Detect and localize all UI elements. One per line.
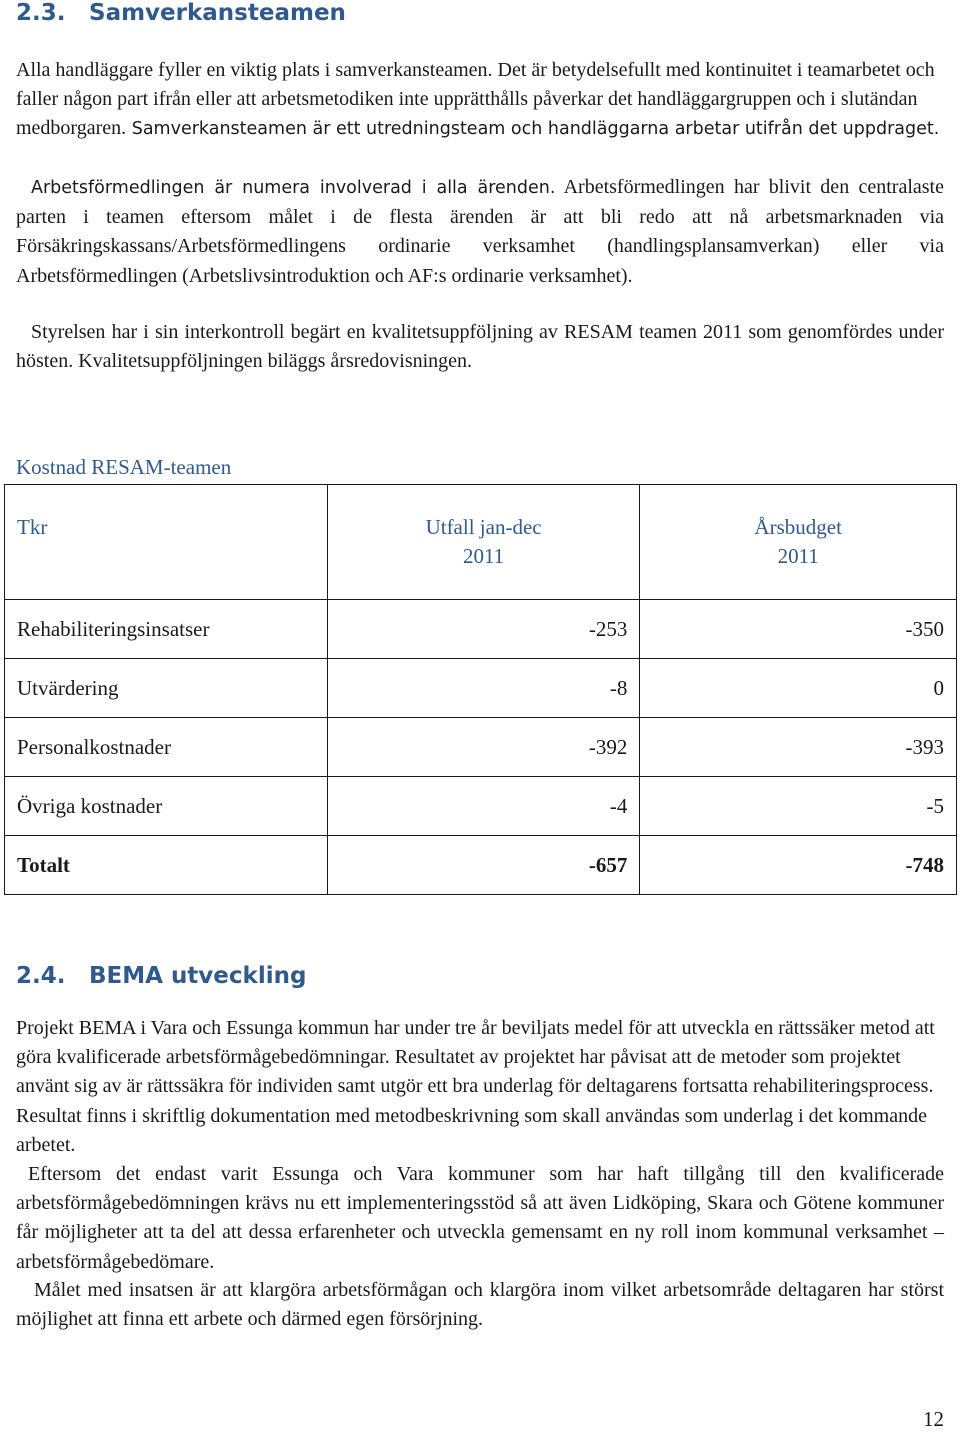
table-total-row xyxy=(5,836,957,895)
row-label: Personalkostnader xyxy=(5,718,328,777)
paragraph-text-serif: Arbetsförmedlingen har blivit den centralaste parten i teamen eftersom målet i de flesta ärenden är att bli redo att nå arbetsmarknaden via Försäkringskassans/Arbetsförmedlingens ordinarie verksamhet (handlingsplansamverkan) eller via Arbetsförmedlingen (Arbetslivsintroduktion och AF:s ordinarie verksamhet). xyxy=(16,176,944,287)
paragraph-samverkansteamen-1 xyxy=(16,56,944,145)
row-utfall: -4 xyxy=(327,777,640,836)
section-number: 2.3. xyxy=(16,0,66,26)
row-budget: 0 xyxy=(640,659,957,718)
header-budget xyxy=(640,485,957,600)
section-number: 2.4. xyxy=(16,963,66,989)
header-budget-line1: Årsbudget xyxy=(754,515,842,539)
row-utfall: -8 xyxy=(327,659,640,718)
paragraph-text-sans: Samverkansteamen är ett utredningsteam och handläggarna arbetar utifrån det uppdraget. xyxy=(126,119,940,140)
cost-table xyxy=(4,484,957,895)
header-budget-line2: 2011 xyxy=(777,544,819,568)
paragraph-bema-2: Eftersom det endast varit Essunga och Vara kommuner som har haft tillgång till den kvalificerade arbetsförmågebedömningen krävs nu ett implementeringsstöd så att även Lidköping, Skara och Götene kommuner får möjligheter att ta del att dessa erfarenheter och utveckla gemensamt en ny roll inom kommunal verksamhet – arbetsförmågebedömare. xyxy=(16,1163,944,1273)
row-utfall: -392 xyxy=(327,718,640,777)
header-utfall-line2: 2011 xyxy=(462,544,505,568)
paragraph-samverkansteamen-2 xyxy=(16,173,944,291)
paragraph-bema-1: Projekt BEMA i Vara och Essunga kommun har under tre år beviljats medel för att utveckla en rättssäker metod att göra kvalificerade arbetsförmågebedömningar. Resultatet av projektet har påvisat att de metoder som projektet använt sig av är rättssäkra för individen samt utgör ett bra underlag för deltagarens fortsatta rehabiliteringsprocess. Resultat finns i skriftlig dokumentation med metodbeskrivning som skall användas som underlag i det kommande arbetet. xyxy=(16,1017,935,1156)
row-label: Övriga kostnader xyxy=(5,777,328,836)
section-title: BEMA utveckling xyxy=(89,963,307,989)
row-budget: -393 xyxy=(640,718,957,777)
total-budget: -748 xyxy=(640,836,957,895)
paragraph-text-sans: Arbetsförmedlingen är numera involverad i alla ärenden. xyxy=(31,178,556,198)
table-row xyxy=(5,718,957,777)
table-caption: Kostnad RESAM-teamen xyxy=(16,455,232,479)
section-heading-2-3 xyxy=(16,0,346,26)
page-number: 12 xyxy=(923,1407,944,1431)
table-header-row xyxy=(5,485,957,600)
row-budget: -5 xyxy=(640,777,957,836)
row-label: Rehabiliteringsinsatser xyxy=(5,600,328,659)
total-label: Totalt xyxy=(5,836,328,895)
row-label: Utvärdering xyxy=(5,659,328,718)
section-title: Samverkansteamen xyxy=(89,0,346,26)
table-row xyxy=(5,600,957,659)
paragraph-text-serif: Alla handläggare fyller en viktig plats i samverkansteamen. Det är betydelsefullt med kontinuitet i teamarbetet och faller någon part ifrån eller att arbetsmetodiken inte upprätthålls påverkar det handläggargruppen och i slutändan medborgaren. xyxy=(16,59,935,140)
row-utfall: -253 xyxy=(327,600,640,659)
header-tkr: Tkr xyxy=(5,485,328,600)
table-row xyxy=(5,777,957,836)
table-row xyxy=(5,659,957,718)
row-budget: -350 xyxy=(640,600,957,659)
paragraph-samverkansteamen-3: Styrelsen har i sin interkontroll begärt en kvalitetsuppföljning av RESAM teamen 2011 som genomfördes under hösten. Kvalitetsuppföljningen biläggs årsredovisningen. xyxy=(16,321,944,373)
total-utfall: -657 xyxy=(327,836,640,895)
section-heading-2-4 xyxy=(16,963,306,989)
header-utfall-line1: Utfall jan-dec xyxy=(425,515,542,539)
paragraph-bema-3: Målet med insatsen är att klargöra arbetsförmågan och klargöra inom vilket arbetsområde deltagaren har störst möjlighet att finna ett arbete och därmed egen försörjning. xyxy=(16,1279,944,1331)
header-utfall xyxy=(327,485,640,600)
